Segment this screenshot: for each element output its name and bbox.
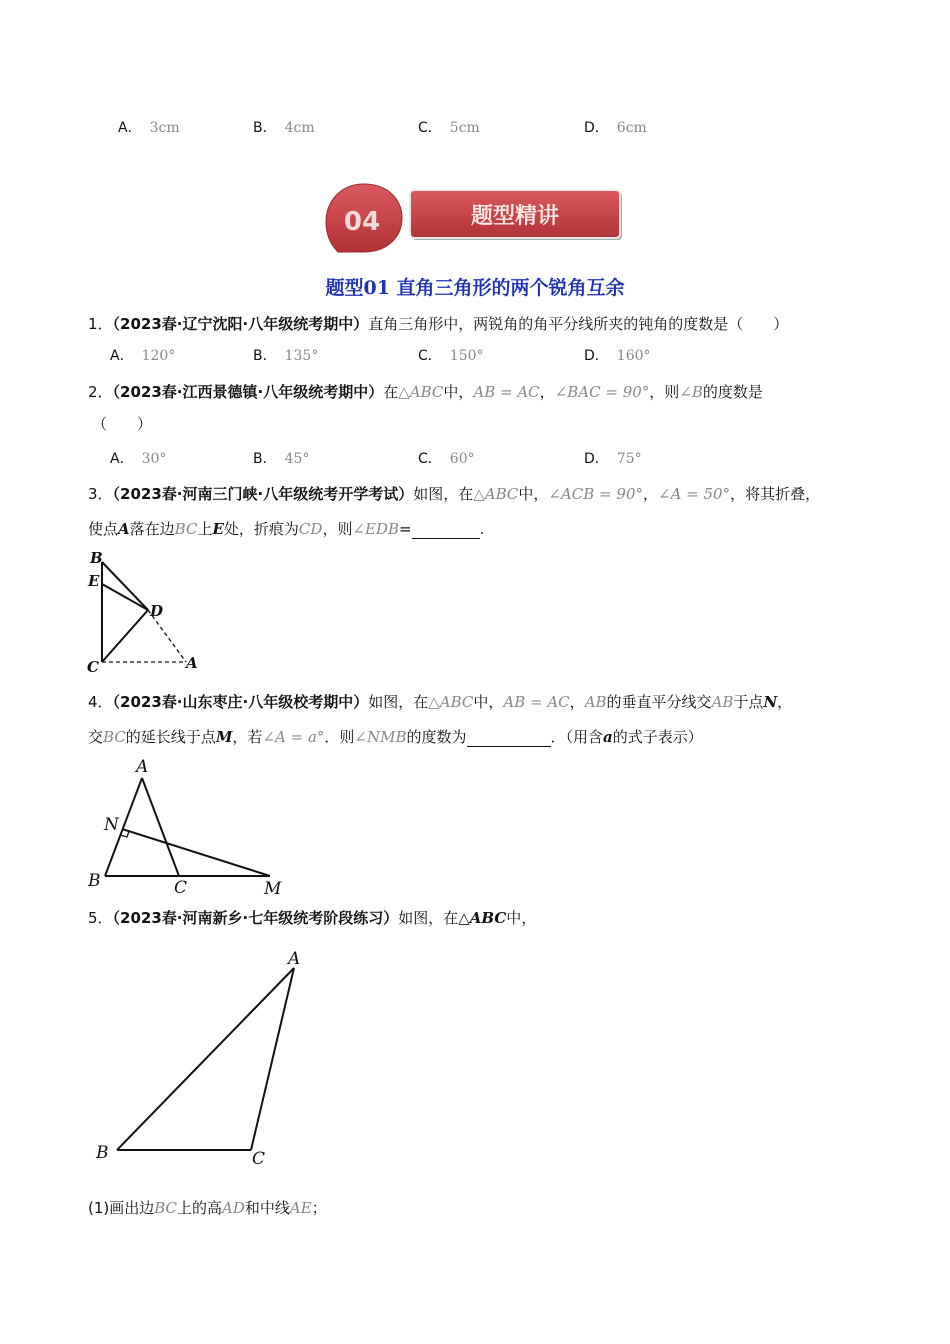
q5-label-b: B	[96, 1143, 109, 1163]
q3-label-a: A	[186, 654, 198, 672]
top-option-d: D． 6cm	[584, 120, 647, 136]
q4-label-c: C	[174, 878, 188, 898]
q1-option-b: B． 135°	[253, 348, 319, 364]
q3-label-e: E	[88, 572, 100, 590]
q3-answer-blank[interactable]	[412, 522, 480, 539]
q3-stem: 3．（2023春·河南三门峡·八年级统考开学考试）如图，在△ABC中，∠ACB = 90°，∠A = 50°，将其折叠，	[88, 485, 821, 503]
banner-number: 04	[343, 207, 381, 237]
q1-option-d: D． 160°	[584, 348, 651, 364]
q5-stem: 5．（2023春·河南新乡·七年级统考阶段练习）如图，在△ABC中，	[88, 909, 537, 927]
top-option-b: B． 4cm	[253, 120, 315, 136]
q3-label-b: B	[90, 549, 103, 567]
q4-label-b: B	[88, 871, 101, 891]
q5-sub1: (1)画出边BC上的高AD和中线AE；	[88, 1199, 327, 1217]
q5-figure	[90, 944, 330, 1174]
q2-paren: （ ）	[92, 415, 153, 433]
q2-stem: 2．（2023春·江西景德镇·八年级统考期中）在△ABC中，AB = AC，∠BAC = 90°，则∠B的度数是	[88, 383, 763, 401]
q3-label-c: C	[87, 658, 99, 676]
q4-figure	[84, 752, 294, 900]
q4-label-a: A	[136, 757, 149, 777]
q2-option-c: C． 60°	[418, 451, 475, 467]
q4-stem: 4．（2023春·山东枣庄·八年级校考期中）如图，在△ABC中，AB = AC，AB的垂直平分线交AB于点N，	[88, 693, 793, 711]
q1-stem: 1．（2023春·辽宁沈阳·八年级统考期中）直角三角形中，两锐角的角平分线所夹的钝角的度数是（ ）	[88, 315, 789, 333]
q5-label-c: C	[252, 1149, 266, 1169]
q4-label-n: N	[104, 815, 119, 835]
q3-figure	[84, 546, 204, 676]
q3-stem-line2: 使点A落在边BC上E处，折痕为CD，则∠EDB= .	[88, 520, 485, 538]
q3-label-d: D	[150, 602, 164, 620]
q2-option-d: D． 75°	[584, 451, 642, 467]
q1-option-a: A． 120°	[110, 348, 176, 364]
q1-option-c: C． 150°	[418, 348, 484, 364]
top-option-c: C． 5cm	[418, 120, 480, 136]
section-title: 题型01 直角三角形的两个锐角互余	[325, 277, 625, 299]
q2-option-a: A． 30°	[110, 451, 167, 467]
q2-option-b: B． 45°	[253, 451, 310, 467]
top-option-a: A． 3cm	[118, 120, 180, 136]
q4-answer-blank[interactable]	[467, 730, 551, 747]
banner-title: 题型精讲	[470, 204, 560, 229]
q4-stem-line2: 交BC的延长线于点M，若∠A = a°．则∠NMB的度数为 ．（用含a的式子表示）	[88, 728, 703, 746]
q4-label-m: M	[264, 879, 282, 899]
section-banner	[320, 180, 630, 256]
q5-label-a: A	[288, 949, 301, 969]
